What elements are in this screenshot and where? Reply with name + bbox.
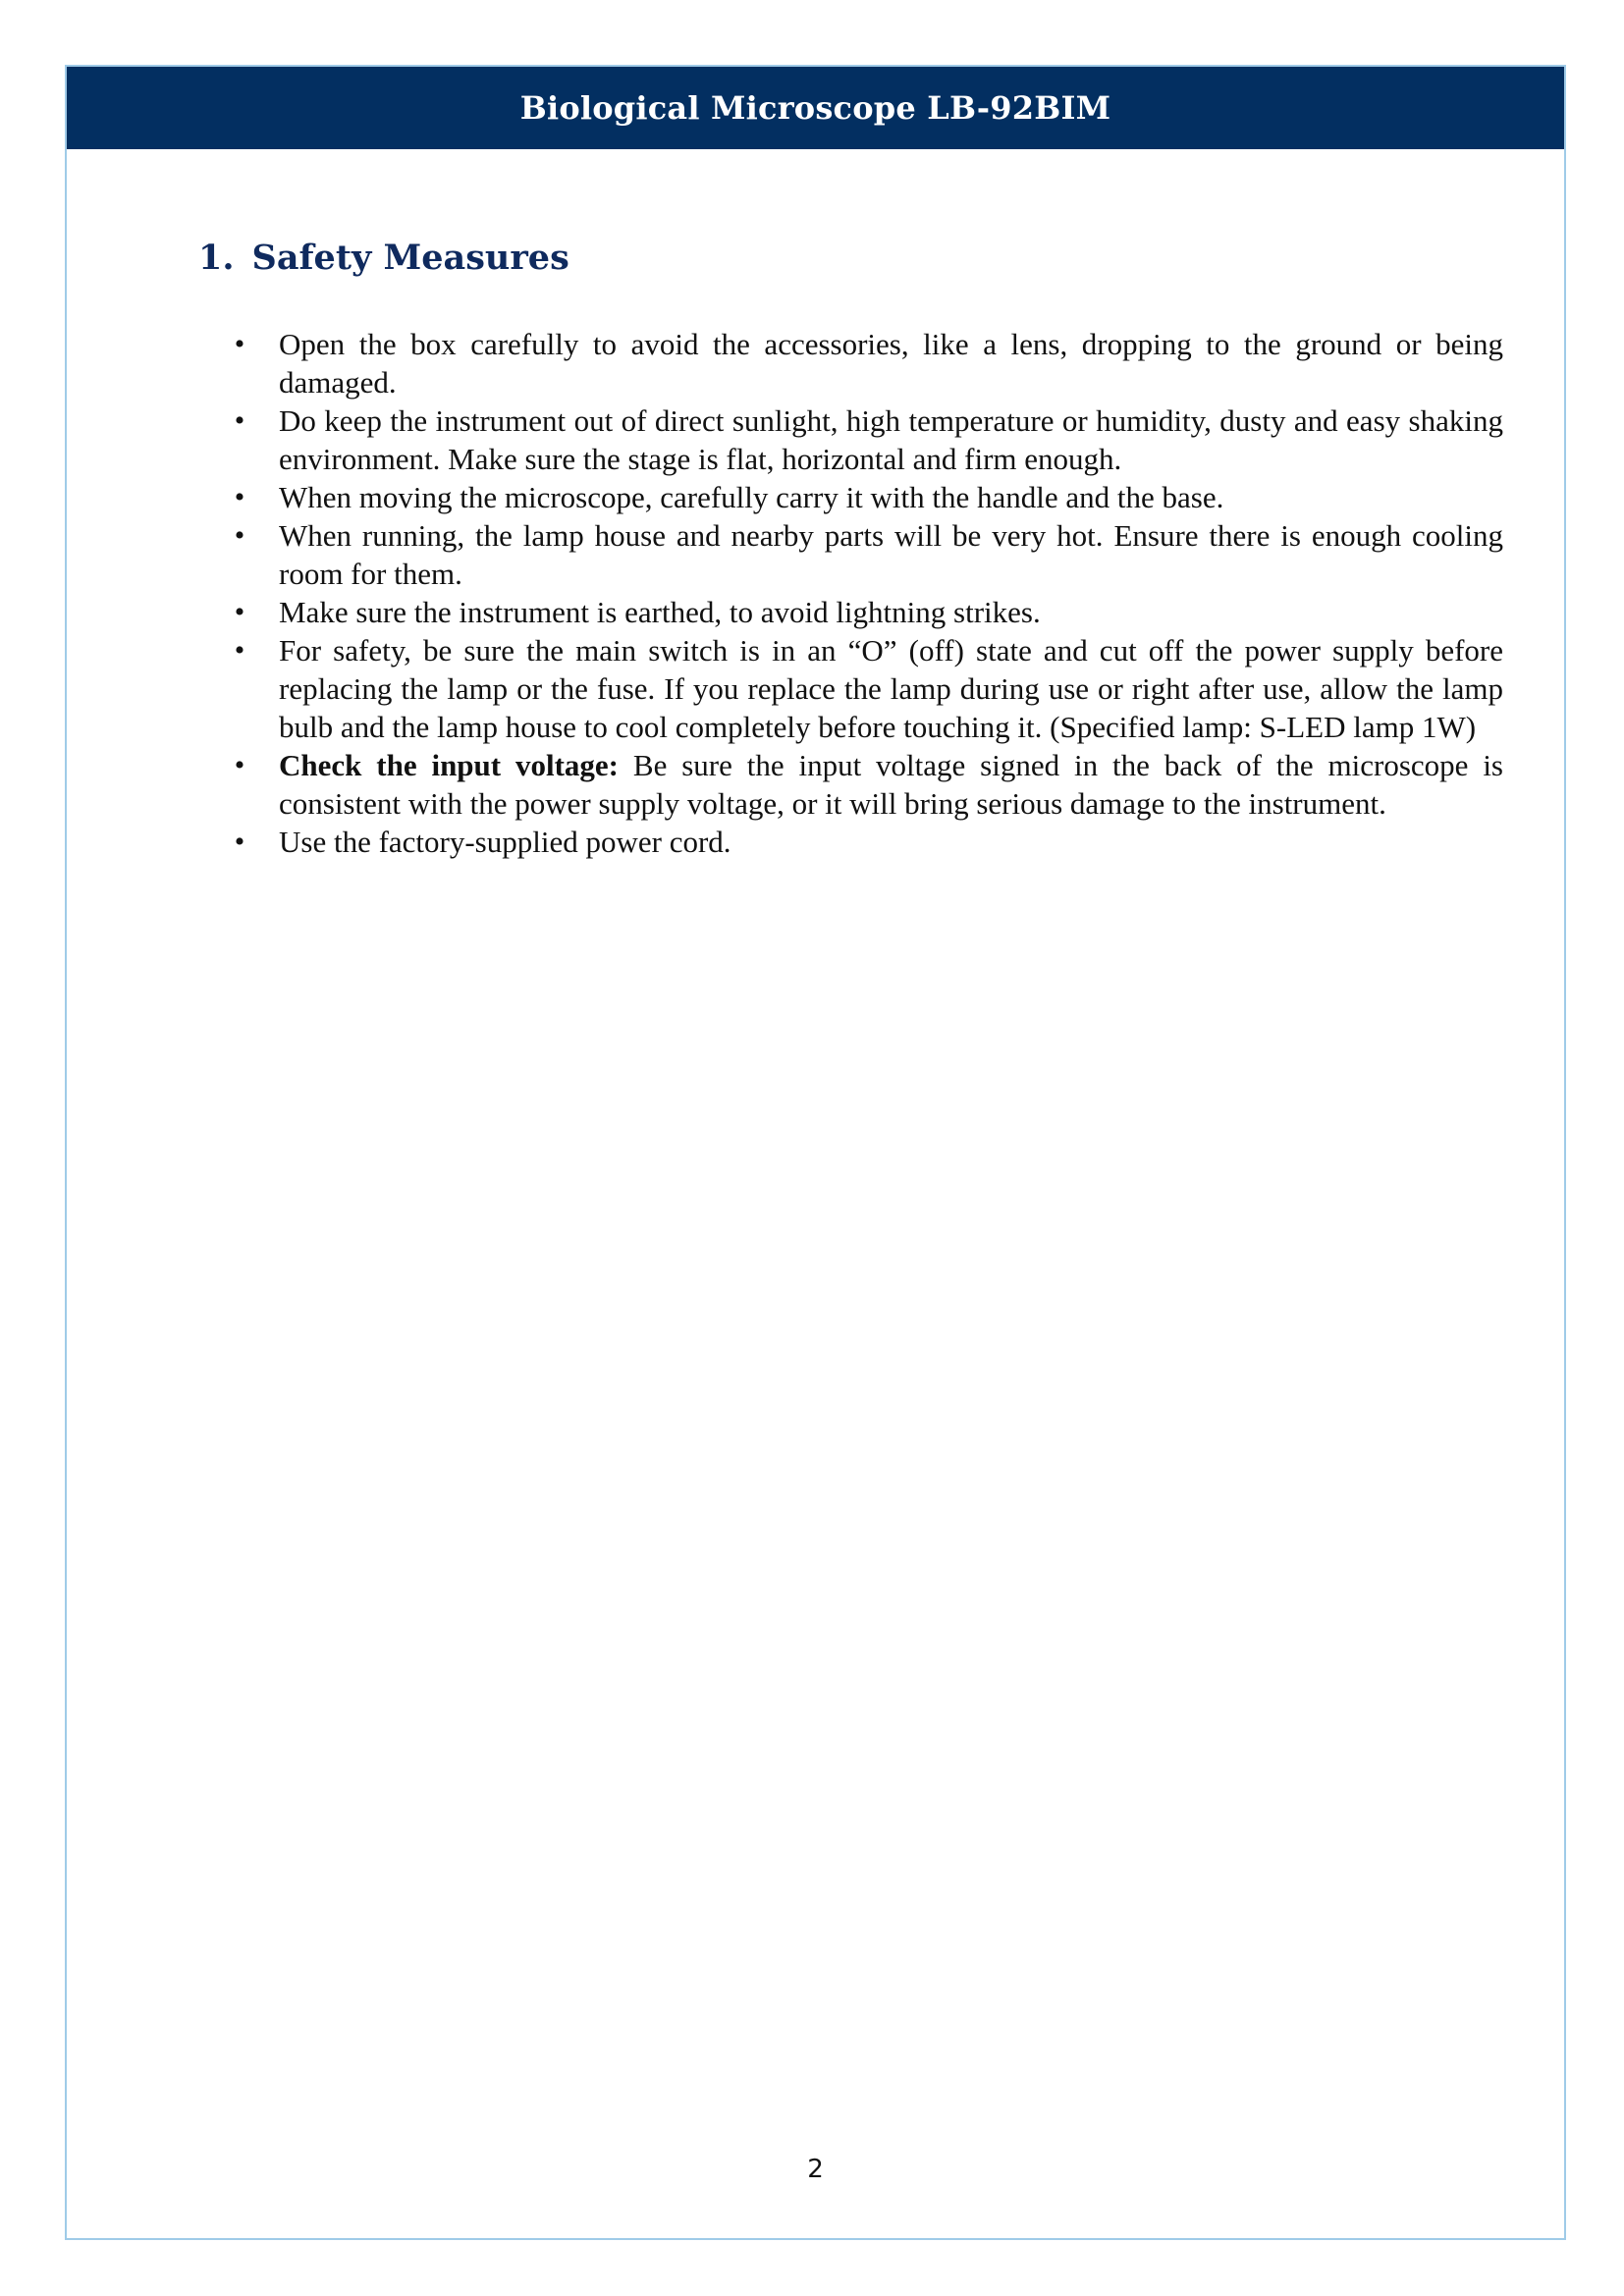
safety-bullet-list: [230, 325, 1503, 861]
bullet-dot-icon: •: [234, 404, 245, 437]
bullet-text: When running, the lamp house and nearby parts will be very hot. Ensure there is enough cooling room for them.: [279, 518, 1503, 591]
bullet-item: [230, 593, 1503, 631]
section-heading: [198, 238, 569, 278]
bullet-text: For safety, be sure the main switch is in an “O” (off) state and cut off the power supply before replacing the lamp or the fuse. If you replace the lamp during use or right after use, allow the lamp bulb and the lamp house to cool completely before touching it. (Specified lamp: S-LED lamp 1W): [279, 633, 1503, 744]
bullet-text: Open the box carefully to avoid the accessories, like a lens, dropping to the ground or being damaged.: [279, 327, 1503, 400]
bullet-dot-icon: •: [234, 596, 245, 628]
bullet-item: [230, 823, 1503, 861]
bullet-item: [230, 516, 1503, 593]
bullet-text: Do keep the instrument out of direct sunlight, high temperature or humidity, dusty and easy shaking environment. Make sure the stage is flat, horizontal and firm enough.: [279, 403, 1503, 476]
bullet-item: [230, 401, 1503, 478]
bullet-text: Be sure the input voltage signed in the back of the microscope is consistent with the power supply voltage, or it will bring serious damage to the instrument.: [279, 748, 1503, 821]
bullet-lead: Check the input voltage:: [279, 748, 620, 782]
bullet-text: When moving the microscope, carefully carry it with the handle and the base.: [279, 480, 1224, 514]
page-number: 2: [807, 2155, 824, 2184]
bullet-dot-icon: •: [234, 749, 245, 781]
section-title: Safety Measures: [251, 238, 569, 278]
bullet-dot-icon: •: [234, 634, 245, 667]
bullet-text: Make sure the instrument is earthed, to avoid lightning strikes.: [279, 595, 1041, 629]
page-frame: [65, 65, 1566, 2240]
section-number: 1.: [198, 238, 235, 278]
bullet-dot-icon: •: [234, 826, 245, 858]
bullet-dot-icon: •: [234, 328, 245, 360]
bullet-item: [230, 746, 1503, 823]
bullet-item: [230, 325, 1503, 401]
bullet-dot-icon: •: [234, 481, 245, 513]
bullet-dot-icon: •: [234, 519, 245, 552]
bullet-item: [230, 631, 1503, 746]
header-bar: [67, 67, 1564, 149]
bullet-item: [230, 478, 1503, 516]
document-title: Biological Microscope LB-92BIM: [519, 89, 1111, 127]
bullet-text: Use the factory-supplied power cord.: [279, 825, 731, 859]
